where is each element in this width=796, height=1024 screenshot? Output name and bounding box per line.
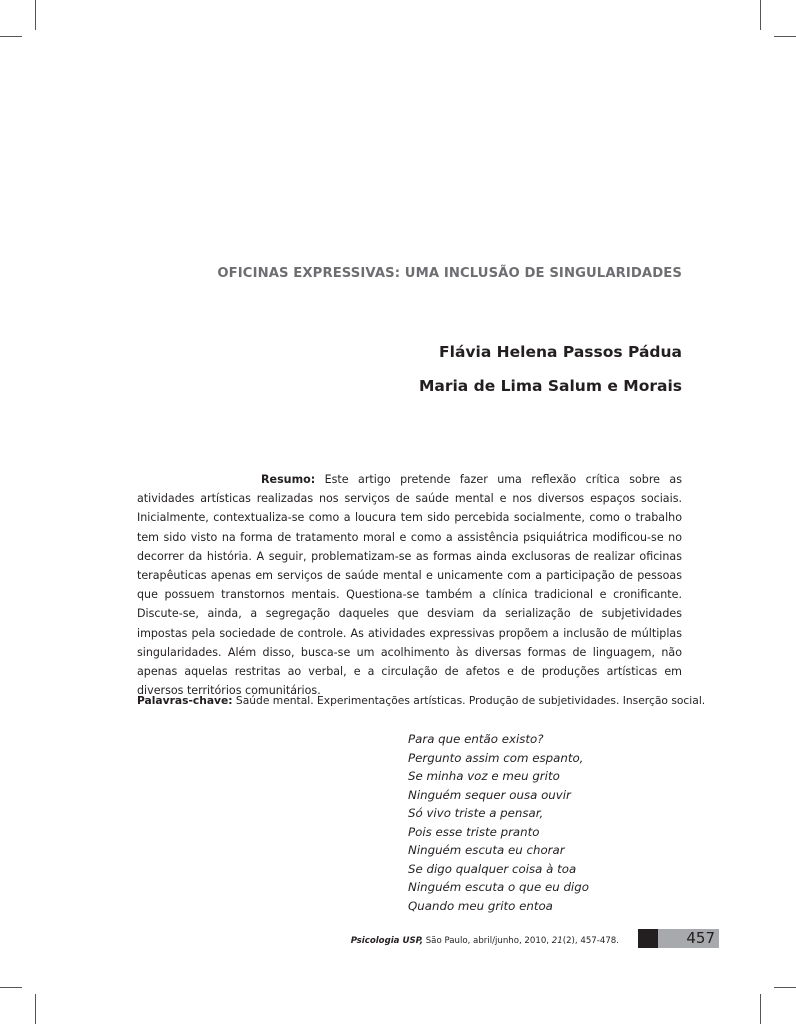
crop-mark (760, 994, 761, 1024)
abstract-label: Resumo: (261, 473, 316, 486)
crop-mark (35, 994, 36, 1024)
keywords-label: Palavras-chave: (137, 694, 233, 707)
poem-line: Para que então existo? (408, 732, 544, 746)
crop-mark (760, 0, 761, 30)
journal-name: Psicologia USP, (350, 936, 423, 946)
page-number: 457 (658, 929, 719, 948)
footer-dark-block (638, 929, 658, 948)
citation-issue-pages: (2), 457-478. (562, 936, 619, 946)
article-title: OFICINAS EXPRESSIVAS: UMA INCLUSÃO DE SINGULARIDADES (217, 266, 682, 281)
poem-line: Quando meu grito entoa (408, 898, 553, 913)
keywords-text: Saúde mental. Experimentações artísticas. Produção de subjetividades. Inserção social. (232, 694, 706, 707)
poem-line: Se minha voz e meu grito (408, 769, 560, 783)
crop-mark (0, 36, 22, 37)
abstract (137, 470, 682, 700)
journal-citation (300, 936, 619, 946)
crop-mark (35, 0, 36, 30)
poem-line: Só vivo triste a pensar, (408, 806, 544, 820)
citation-volume: 21 (551, 936, 563, 946)
abstract-paragraph (137, 470, 682, 700)
keywords (137, 693, 706, 709)
crop-mark (774, 987, 796, 988)
author-name: Flávia Helena Passos Pádua (439, 343, 682, 361)
abstract-text: Este artigo pretende fazer uma reflexão crítica sobre as atividades artísticas realizadas nos serviços de saúde mental e nos diversos espaços sociais. Inicialmente, contextualiza-se como a loucura tem sido percebida socialmente, como o trabalho tem sido visto na forma de tratamento moral e como a assistência psiquiátrica modificou-se no decorrer da história. A seguir, problematizam-se as formas ainda exclusoras de realizar oficinas terapêuticas apenas em serviços de saúde mental e unicamente com a participação de pessoas que possuem transtornos mentais. Questiona-se também a clínica tradicional e cronificante. Discute-se, ainda, a segregação daqueles que desviam da serialização de subjetividades impostas pela sociedade de controle. As atividades expressivas propõem a inclusão de múltiplas singularidades. Além disso, busca-se um acolhimento às diversas formas de linguagem, não apenas aquelas restritas ao verbal, e a circulação de afetos e de produções artísticas em diversos territórios comunitários. (137, 473, 682, 698)
poem-line: Ninguém sequer ousa ouvir (408, 787, 571, 802)
poem-line: Ninguém escuta eu chorar (408, 843, 565, 857)
crop-mark (0, 987, 22, 988)
author-name: Maria de Lima Salum e Morais (418, 377, 682, 395)
poem-line: Ninguém escuta o que eu digo (408, 880, 589, 894)
crop-mark (774, 36, 796, 37)
epigraph-poem (408, 730, 589, 915)
poem-line: Se digo qualquer coisa à toa (408, 861, 577, 876)
poem-line: Pois esse triste pranto (408, 824, 540, 839)
citation-place-date: São Paulo, abril/junho, 2010, (423, 936, 552, 946)
poem-line: Pergunto assim com espanto, (408, 750, 584, 765)
